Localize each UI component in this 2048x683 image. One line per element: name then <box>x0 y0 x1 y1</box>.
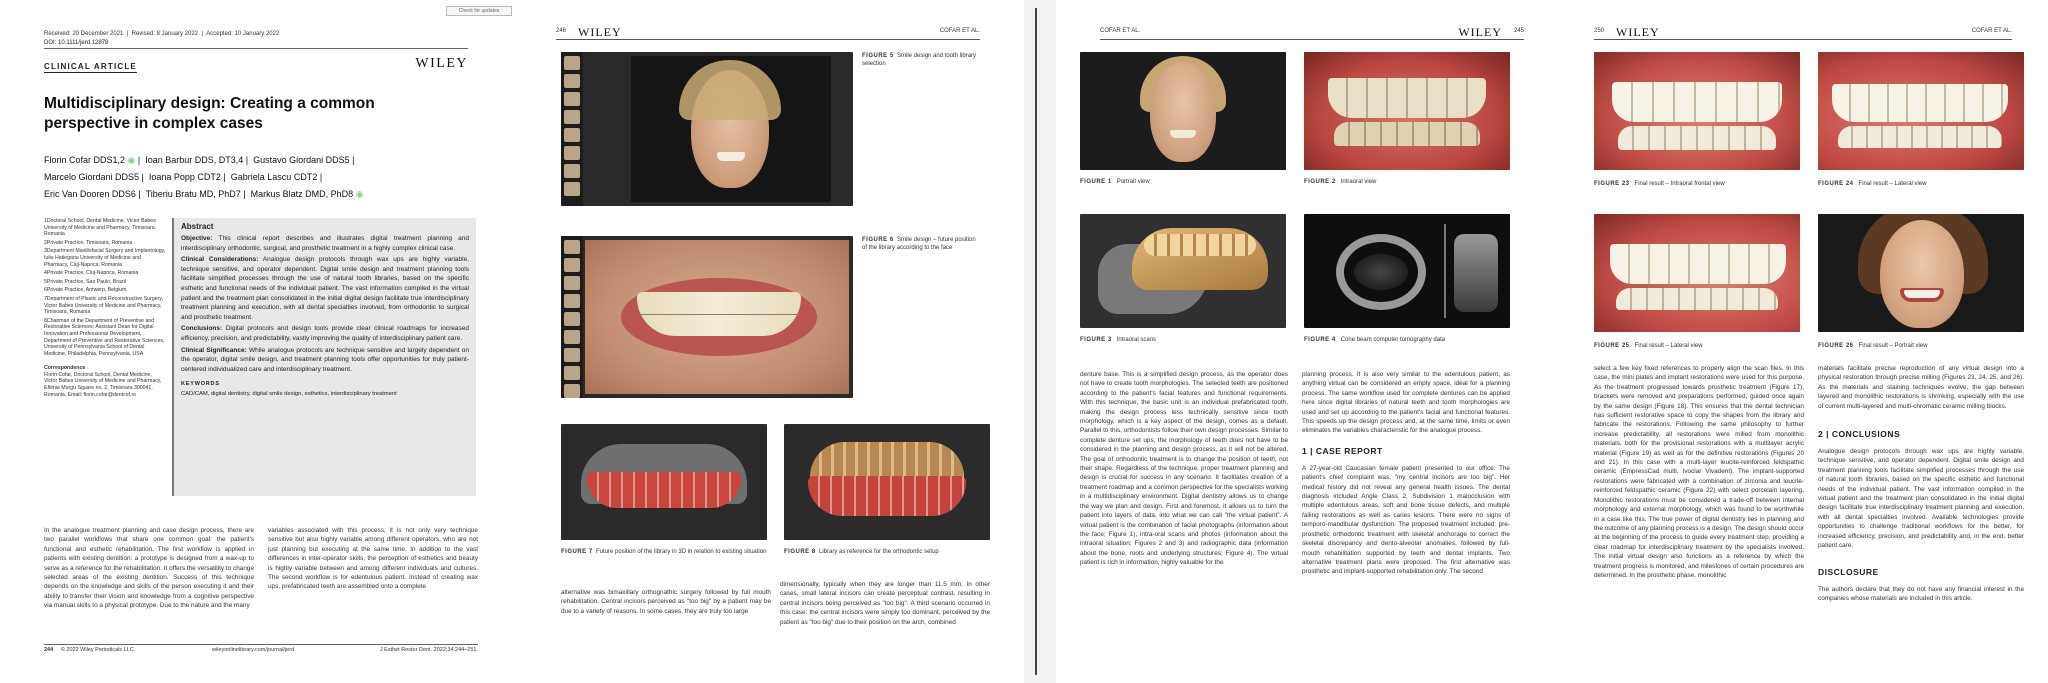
figure-1-image <box>1080 52 1286 170</box>
wiley-logo: WILEY <box>1458 25 1502 39</box>
article-title: Multidisciplinary design: Creating a common perspective in complex cases <box>44 95 375 132</box>
body-column-right: dimensionally, typically when they are longer than 11.5 mm. In other cases, small lateral incisors can create perceptual contrast, resulting in central incisors being perceived as "too big". A third scenario occurred in this case: the central incisors were simply too dominant, perceived by the patient as "too big" due to their position on the arch, combined <box>780 581 990 626</box>
page-header: COFAR ET AL. WILEY 245 <box>1100 25 1524 39</box>
body-column-left: In the analogue treatment planning and case design process, there are two parallel workflows that share one common goal: the patient's functional and esthetic rehabilitation. The first workflow is applied in patients with existing dentition: a prototype is designed from a wax-up to serve as a reference for the rehabilitation. It offers the versatility to change selected areas of the existing dentition. Success of this technique depends on the knowledge and skills of the person executing it and their ability to transfer their vision and knowledge from a cognitive perspective via manual skills to a physical prototype. Due to the nature and the many <box>44 527 254 610</box>
figure-3-caption: FIGURE 3 Intraoral scans <box>1080 337 1157 343</box>
figure-4-image <box>1304 214 1510 328</box>
figure-1-caption: FIGURE 1 Portrait view <box>1080 179 1150 185</box>
abstract-box <box>172 218 476 496</box>
correspondence-label: Correspondence <box>44 365 86 372</box>
wiley-logo: WILEY <box>415 56 468 71</box>
abstract-body: Objective: This clinical report describes and illustrates digital treatment planning and interdisciplinary orthodontic, surgical, and prosthetic treatment in a highly complex clinical case. Clinical Considerations: Analogue design protocols through wax ups are highly variable, technique sensitive, and operator dependent. Digital smile design and treatment planning tools facilitate simplified processes through the use of natural tooth libraries, based on the specific esthetic and functional needs of the individual patient. The vast information compiled in the virtual patient and the treatment plan consolidated in the initial digital design facilitate true interdisciplinary treatment planning and execution, with all dental specialties involved, from orthodontic to surgical and prosthetic treatment. Conclusions: Digital protocols and design tools provide clear clinical roadmaps for increased efficiency, precision, and predictability, vastly improving the quality of interdisciplinary patient care. Clinical Significance: While analogue protocols are technique sensitive and largely dependent on the operator, digital smile design, and treatment planning tools offer opportunities for truly patient-centered individualized care and interdisciplinary treatment. KEYWORDS CAD/CAM, digital dentistry, digital smile design, esthetics, interdisciplinary treatment <box>181 234 469 400</box>
body-column-left: alternative was bimaxillary orthognathic surgery followed by full mouth rehabilitation. Central incisors perceived as "too big" by a patient may be due to a variety of reasons. In some cases, they are truly too large <box>561 589 771 615</box>
orcid-icon[interactable]: ◉ <box>125 155 136 165</box>
author-list: Florin Cofar DDS1,2 ◉ | Ioan Barbur DDS, DT3,4 | Gustavo Giordani DDS5 | Marcelo Giordani DDS5 | Ioana Popp CDT2 | Gabriela Lascu CDT2 | Eric Van Dooren DDS6 | Tiberiu Bratu MD, PhD7 | Markus Blatz DMD, PhD8 ◉ <box>44 155 364 199</box>
keywords: CAD/CAM, digital dentistry, digital smile design, esthetics, interdisciplinary treatment <box>181 390 397 397</box>
figure-7-image <box>561 424 767 540</box>
figure-2-image <box>1304 52 1510 170</box>
author[interactable]: Marcelo Giordani DDS5 <box>44 172 140 182</box>
figure-24-caption: FIGURE 24 Final result – Lateral view <box>1818 181 1927 187</box>
author[interactable]: Ioan Barbur DDS, DT3,4 <box>145 155 244 165</box>
figure-3-image <box>1080 214 1286 328</box>
page-244 <box>0 0 512 683</box>
page-250 <box>1568 0 2048 683</box>
page-246 <box>512 0 1024 683</box>
figure-8-caption: FIGURE 8 Library as reference for the orthodontic setup <box>784 549 939 555</box>
body-column-left: denture base. This is a simplified design process, as the operator does not have to create tooth morphologies. The selected teeth are positioned according to the patient's facial features and functional requirements. With this technique, the basic unit is an individual prefabricated tooth, making the design process less technically sensitive since tooth morphology, which is a key aspect of the design, comes as a default. Parallel to this, orthodontists follow their own design processes. Similar to complete denture set ups, the morphology of teeth does not have to be considered in the planning and design process, as it will not be altered. The goal of orthodontic treatment is to change the position of teeth, not their shape. Regardless of the technique, proper treatment planning and design is crucial for success in any scenario. It facilitates creation of a treatment roadmap and a common perspective for the specialists working in a multidisciplinary environment. Digital dentistry allows us to change the way we plan and design. First and foremost, it allows us to turn the patient into layers of data, into what we can call "the virtual patient". A virtual patient is the combination of facial photographs (information about the face; Figure 1), intra-oral scans and photos (information about the intraoral situation; Figures 2 and 3) and radiographic data (information about the bone, roots and underlying structures; Figure 4). The virtual patient is rich in information, highly valuable for the <box>1080 371 1288 567</box>
figure-24-image <box>1818 52 2024 170</box>
author[interactable]: Markus Blatz DMD, PhD8 <box>250 189 354 199</box>
body-column-right: materials facilitate precise reproduction of any virtual design into a physical restoration through precise milling (Figures 23, 24, 25, and 26). As the materials and staining techniques evolve, the gap between layered and monolithic restorations is shrinking, especially with the use of current multi-layered and multi-chromatic ceramic milling blocks. 2 | CONCLUSIONS Analogue design protocols through wax ups are highly variable, technique sensitive, and operator dependent. Digital smile design and treatment planning tools facilitate simplified processes through the use of natural tooth libraries, based on the specific esthetic and functional needs of the individual patient. The vast information compiled in the virtual patient and the treatment plan consolidated in the initial digital design facilitate true interdisciplinary treatment planning and execution, with all dental specialties involved. Available technologies provide opportunities to challenge traditional workflows for the better, for increased efficiency, precision, and predictability and, in the end, better patient care. DISCLOSURE The authors declare that they do not have any financial interest in the companies whose materials are included in this article. <box>1818 365 2024 602</box>
figure-6-image <box>561 236 853 398</box>
page-header: 250 WILEY COFAR ET AL. <box>1594 25 2012 39</box>
body-column-right: variables associated with this process, it is not only very technique sensitive but also highly variable among different operators, who are not just planning but executing at the same time. In addition to the vast differences in inter-operator skills, the perception of esthetics and beauty is highly variable between and among different individuals and cultures. The second workflow is for edentulous patient. Instead of creating wax ups, prefabricated teeth are assembled onto a complete <box>268 527 478 591</box>
check-updates-badge[interactable]: Check for updates <box>446 6 512 16</box>
keywords-label: KEYWORDS <box>181 381 220 388</box>
abstract-title: Abstract <box>181 222 214 231</box>
page-245 <box>1056 0 1568 683</box>
section-heading-case-report: 1 | CASE REPORT <box>1302 445 1383 456</box>
author[interactable]: Tiberiu Bratu MD, PhD7 <box>145 189 241 199</box>
article-type: CLINICAL ARTICLE <box>44 62 137 71</box>
spread-divider <box>1035 8 1037 675</box>
page-footer: 244 © 2022 Wiley Periodicals LLC. wileyonlinelibrary.com/journal/jerd J Esthet Restor Dent. 2022;34:244–251. <box>44 644 478 653</box>
wiley-logo: WILEY <box>1616 25 1660 39</box>
figure-5-caption: FIGURE 5 Smile design and tooth library selection <box>862 53 977 67</box>
author[interactable]: Florin Cofar DDS1,2 <box>44 155 126 165</box>
affiliations: 1Doctoral School, Dental Medicine, Victor Babes University of Medicine and Pharmacy, Timisoara, Romania 2Private Practice, Timisoara, Romania 3Department Maxillofacial Surgery and Implantology, Iuliu Hatieganu University of Medicine and Pharmacy, Cluj-Napoca, Romania 4Private Practice, Cluj-Napoca, Romania 5Private Practice, Sao Paulo, Brazil 6Private Practice, Antwerp, Belgium 7Department of Plastic and Reconstructive Surgery, Victor Babes University of Medicine and Pharmacy, Timisoara, Romania 8Chairman of the Department of Preventive and Restorative Sciences; Assistant Dean for Digital Innovation and Professional Development, Department of Preventive and Restorative Sciences, University of Pennsylvania School of Dental Medicine, Philadelphia, Pennsylvania, USA Correspondence Florin Cofar, Doctoral School, Dental Medicine, Victor Babes University of Medicine and Pharmacy, Eftimie Murgu Square no. 2, Timisoara 300041, Romania. Email: florin.cofar@dentcof.ro <box>44 218 166 398</box>
article-dates: Received: 20 December 2021 | Revised: 8 January 2022 | Accepted: 10 January 2022 <box>44 31 280 37</box>
author[interactable]: Gustavo Giordani DDS5 <box>253 155 350 165</box>
page-gutter <box>1024 0 1056 683</box>
figure-23-caption: FIGURE 23 Final result – Intraoral frontal view <box>1594 181 1725 187</box>
figure-6-caption: FIGURE 6 Smile design – future position of the library according to the face <box>862 237 976 251</box>
doi[interactable]: DOI: 10.1111/jerd.12878 <box>44 40 109 46</box>
figure-4-caption: FIGURE 4 Cone beam computer tomography data <box>1304 337 1446 343</box>
wiley-logo: WILEY <box>578 25 622 39</box>
author[interactable]: Gabriela Lascu CDT2 <box>230 172 318 182</box>
figure-25-image <box>1594 214 1800 332</box>
section-heading-conclusions: 2 | CONCLUSIONS <box>1818 429 1901 440</box>
orcid-icon[interactable]: ◉ <box>353 189 364 199</box>
author[interactable]: Eric Van Dooren DDS6 <box>44 189 136 199</box>
body-column-right: planning process. It is also very similar to the edentulous patient, as anything virtual can be considered an empty space, ideal for a planning process. The same workflow used for complete dentures can be applied here since digital libraries of natural teeth and tooth morphologies are used and set up according to the patient's facial and functional features. This speeds up the design process and, at the same time, limits or even eliminates the variables characteristic for the analogue process. 1 | CASE REPORT A 27-year-old Caucasian female patient presented to our office. The patient's chief complaint was, "my central incisors are too big". Her medical history did not reveal any general health issues. The dental diagnosis included Angle Class 2, Subdivision 1 malocclusion with multiple edentulous areas, soft and bone tissue defects, and multiple failing restorations as well as caries lesions. There were no signs of temporo-mandibular dysfunction. The proposed treatment included: pre-prosthetic orthodontic treatment with skeletal anchorage to correct the skeletal discrepancy and dento-alveolar anomalies, followed by full-mouth rehabilitation supported by teeth and dental implants. Two alternative treatment plans were proposed. The first alternative was prosthetic and implant-supported rehabilitation only. The second <box>1302 371 1510 576</box>
figure-26-caption: FIGURE 26 Final result – Portrait view <box>1818 343 1928 349</box>
body-column-left: select a few key fixed references to properly align the scan files. In this case, the mini plates and implant restorations were used for this purpose. As the treatment progressed towards prosthetic treatment (Figure 17), brackets were removed and preparations performed, guided once again by the same design (Figure 18). This ensures that the dental technician has sufficient restorative space to copy the shapes from the library and fabricate the restorations. Following the same philosophy to further increase predictability, all restorations were milled from monolithic materials, both for the provisional restorations with a multilayer acrylic material (Figure 19) as well as for the definitive restorations (Figures 20 and 21). In this case with a multi-layer leucite-reinforced feldspathic ceramic (EmpressCad multi, Ivoclar Vivadent). The implant-supported restorations were fabricated with a combination of zirconia and leucite-reinforced feldspathic ceramic (Figure 22) with select porcelain layering. Monolithic restorations must be considered a trade-off between internal morphology and external morphology, which was found to be worthwhile in a case like this. The true power of digital dentistry lies in planning and the outcome of any planning process is a design. The design should occur at the beginning of the process to guide every treatment step, providing a clear roadmap for interdisciplinary treatment by the specialists involved. The initial virtual design also functions as a reference by which the treatment progress is monitored, and milestones of certain procedures are determined. In the prosthetic phase, monolithic <box>1594 365 1804 579</box>
journal-url[interactable]: wileyonlinelibrary.com/journal/jerd <box>212 647 295 653</box>
section-heading-disclosure: DISCLOSURE <box>1818 566 1879 577</box>
correspondence: Florin Cofar, Doctoral School, Dental Medicine, Victor Babes University of Medicine and Pharmacy, Eftimie Murgu Square no. 2, Timisoara 300041, Romania. Email: florin.cofar@dentcof.ro <box>44 371 162 398</box>
header-rule <box>44 48 468 49</box>
figure-26-image <box>1818 214 2024 332</box>
figure-7-caption: FIGURE 7 Future position of the library in 3D in relation to existing situation <box>561 549 767 555</box>
figure-8-image <box>784 424 990 540</box>
figure-23-image <box>1594 52 1800 170</box>
figure-5-image <box>561 52 853 206</box>
author[interactable]: Ioana Popp CDT2 <box>148 172 221 182</box>
page-header: 246 WILEY COFAR ET AL. <box>556 25 980 39</box>
figure-2-caption: FIGURE 2 Intraoral view <box>1304 179 1377 185</box>
figure-25-caption: FIGURE 25 Final result – Lateral view <box>1594 343 1703 349</box>
